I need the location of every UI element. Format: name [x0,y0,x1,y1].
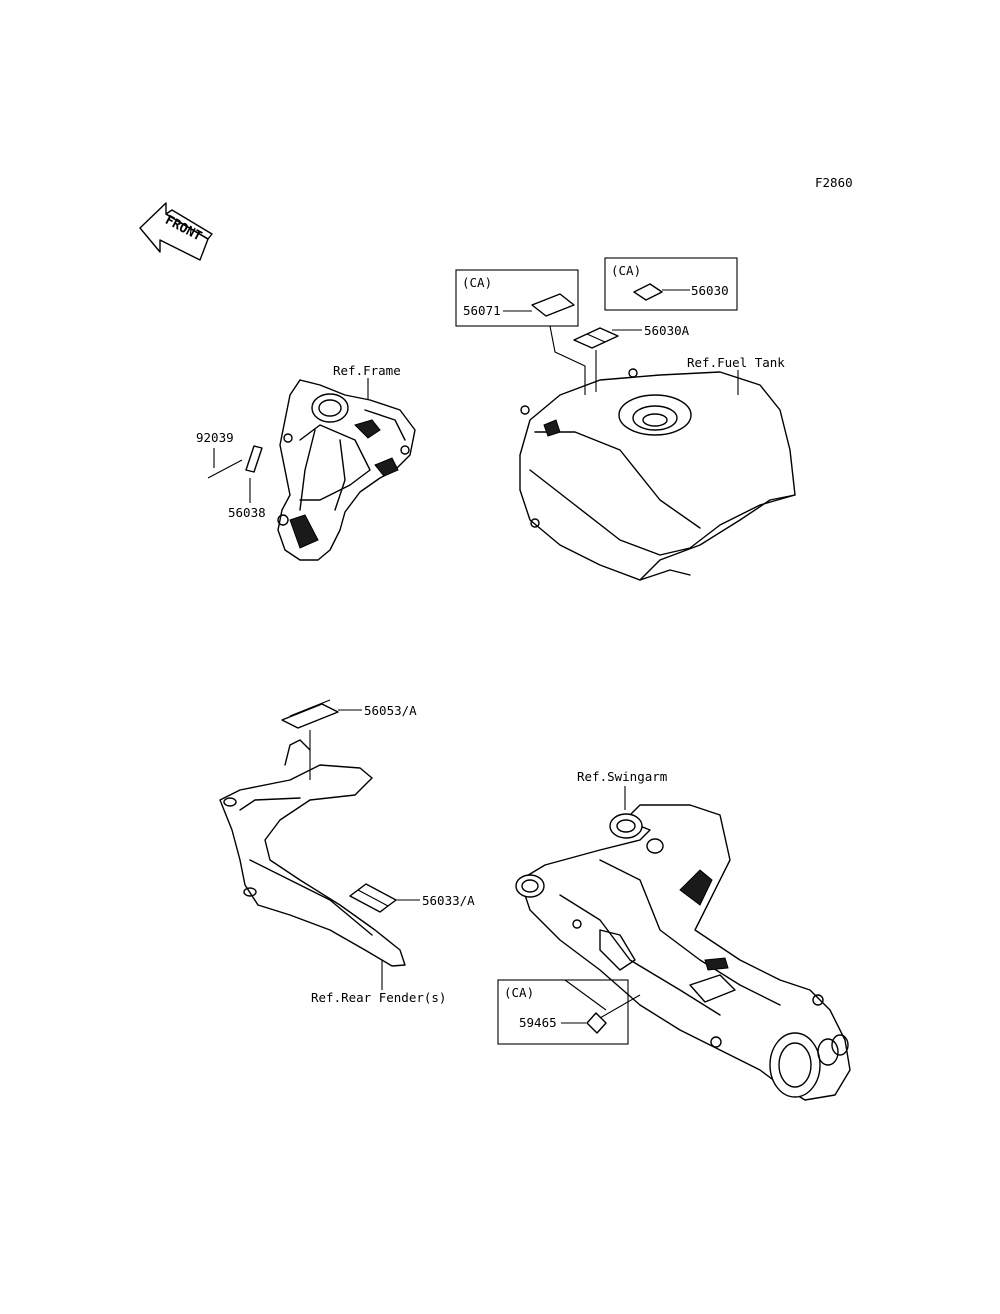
ca-tag-1: (CA) [462,275,493,290]
rear-fender-illustration [220,740,405,966]
sticker-56071-icon [532,294,574,316]
part-56033-label: 56033/A [422,893,475,908]
part-59465-label: 59465 [519,1015,557,1030]
ca-tag-2: (CA) [611,263,642,278]
part-56053-label: 56053/A [364,703,417,718]
sticker-56033-icon [350,884,396,912]
ca-tag-3: (CA) [504,985,535,1000]
ref-swingarm-label: Ref.Swingarm [577,769,668,784]
part-56030a-label: 56030A [644,323,690,338]
part-92039-label: 92039 [196,430,234,445]
sticker-56030a-icon [574,328,618,348]
sticker-56038-icon [246,446,262,472]
sticker-56030-icon [634,284,662,300]
sticker-56053-icon [282,700,338,728]
front-arrow-icon [140,203,212,260]
part-56038-label: 56038 [228,505,266,520]
figure-code: F2860 [815,175,853,190]
swingarm-illustration [516,805,850,1100]
frame-illustration [278,380,415,560]
part-56071-label: 56071 [463,303,501,318]
ref-rear-fender-label: Ref.Rear Fender(s) [311,990,447,1005]
front-arrow-label: FRONT [162,212,205,245]
part-56030-label: 56030 [691,283,729,298]
ref-fuel-tank-label: Ref.Fuel Tank [687,355,785,370]
fuel-tank-illustration [520,369,795,580]
ref-frame-label: Ref.Frame [333,363,401,378]
